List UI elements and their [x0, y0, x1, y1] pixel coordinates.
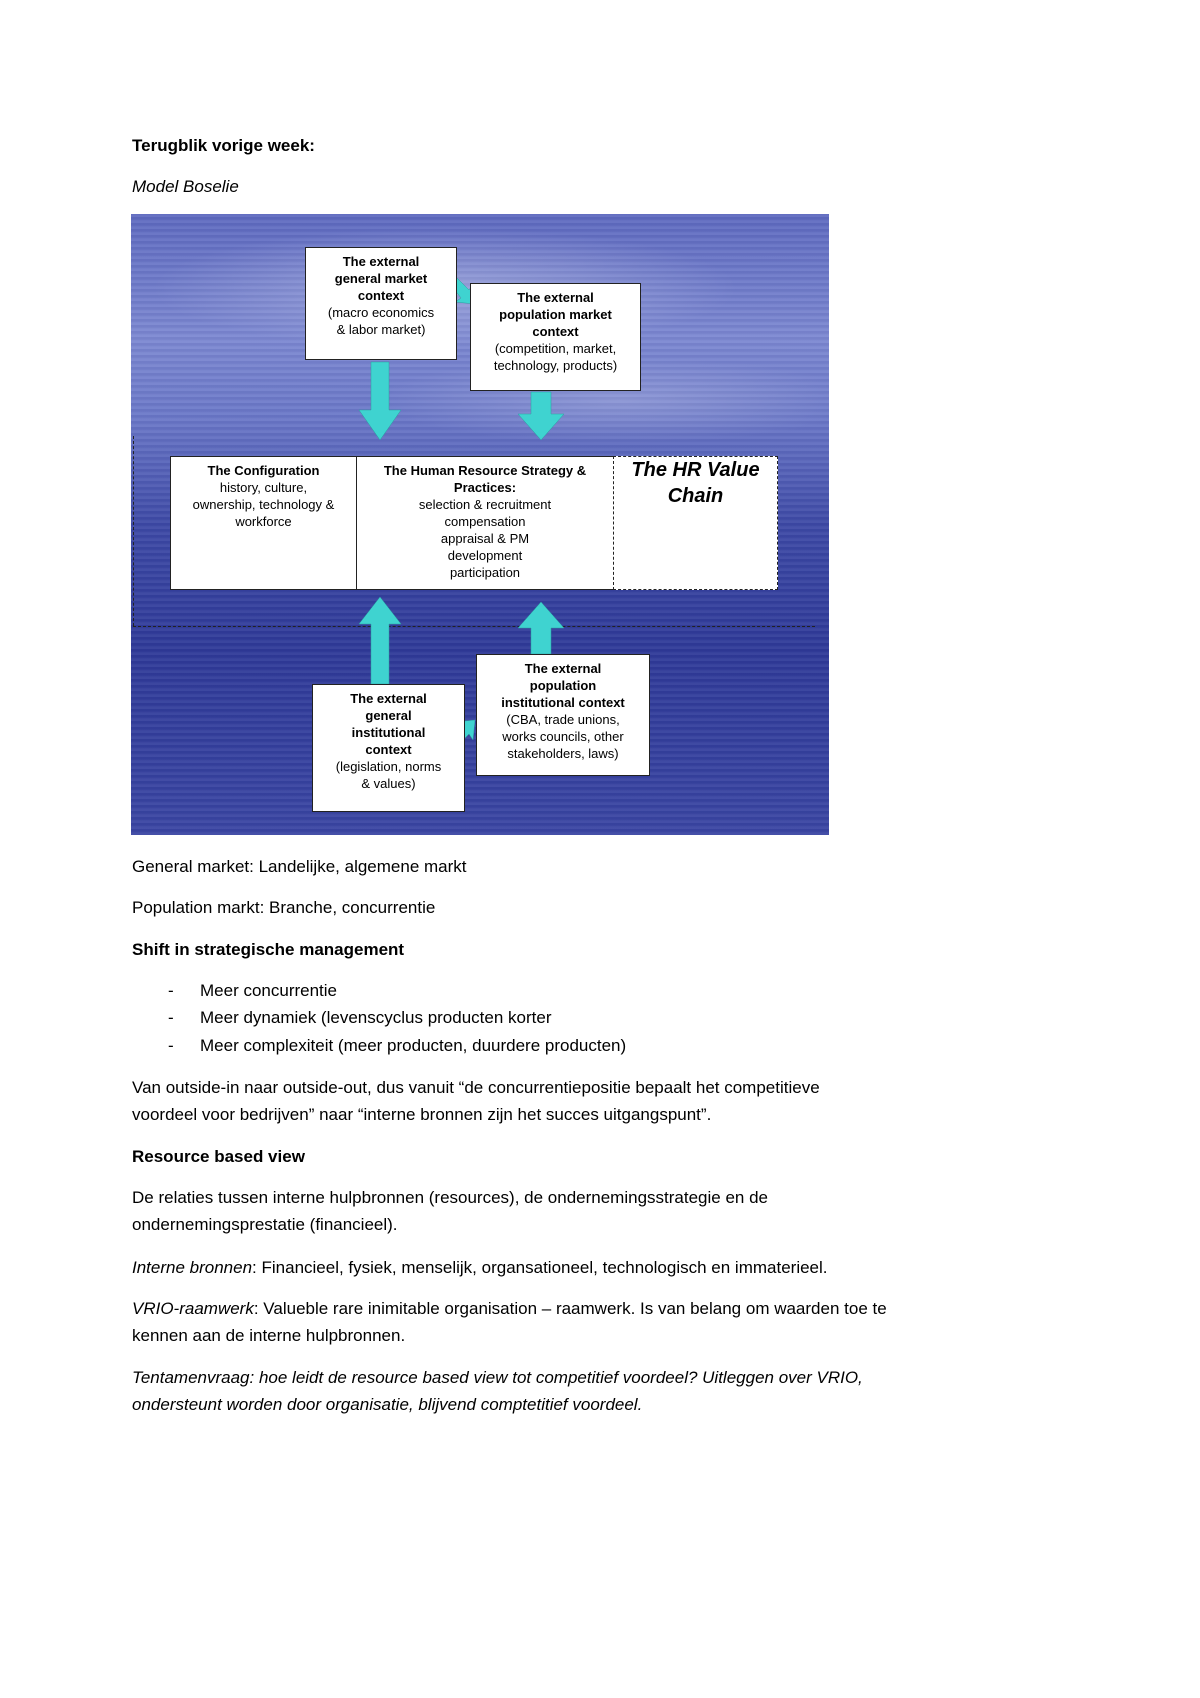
hr-value-chain-box	[613, 456, 778, 590]
general-institutional-title-2: general	[365, 708, 412, 723]
bullet-item: Meer complexiteit (meer producten, duurdere producten)	[200, 1036, 627, 1055]
interne-bronnen-label: Interne bronnen	[132, 1258, 253, 1277]
population-market-title-2: population market	[499, 307, 612, 322]
general-institutional-box	[312, 684, 465, 812]
vrio-label: VRIO-raamwerk	[132, 1299, 254, 1318]
bullet-dash: -	[168, 981, 174, 1000]
down-arrow-general-market	[359, 362, 401, 440]
shift-heading: Shift in strategische management	[132, 940, 405, 959]
population-institutional-title-3: institutional context	[501, 695, 625, 710]
population-institutional-title-1: The external	[524, 661, 602, 676]
hr-strategy-item: selection & recruitment	[418, 497, 552, 512]
bullet-item: Meer concurrentie	[200, 981, 338, 1000]
hr-value-chain-line-2: Chain	[667, 485, 724, 507]
hr-strategy-item: development	[447, 548, 523, 563]
model-subheading: Model Boselie	[132, 177, 239, 196]
configuration-note-1: history, culture,	[219, 480, 308, 495]
configuration-box	[170, 456, 357, 590]
tentamen-line-2: ondersteunt worden door organisatie, blijvend comptetitief voordeel.	[132, 1395, 643, 1414]
outside-paragraph-line-1: Van outside-in naar outside-out, dus vanuit “de concurrentiepositie bepaalt het competitieve	[132, 1078, 820, 1097]
general-market-box	[305, 247, 457, 360]
configuration-note-3: workforce	[235, 514, 292, 529]
hr-strategy-item: appraisal & PM	[440, 531, 530, 546]
general-market-title-3: context	[357, 288, 405, 303]
outside-paragraph-line-2: voordeel voor bedrijven” naar “interne bronnen zijn het succes uitgangspunt”.	[132, 1105, 712, 1124]
vrio-line-1	[132, 1295, 887, 1323]
rbv-paragraph-line-1: De relaties tussen interne hulpbronnen (resources), de ondernemingsstrategie en de	[132, 1188, 768, 1207]
population-institutional-box	[476, 654, 650, 776]
population-institutional-title-2: population	[529, 678, 597, 693]
general-institutional-title-3: institutional	[351, 725, 426, 740]
boselie-model-diagram	[131, 214, 829, 835]
hr-value-chain-title	[614, 457, 777, 509]
vrio-text: : Valueble rare inimitable organisation – raamwerk. Is van belang om waarden toe te	[253, 1299, 887, 1318]
bullet-dash: -	[168, 1036, 174, 1055]
rbv-paragraph-line-2: ondernemingsprestatie (financieel).	[132, 1215, 398, 1234]
down-arrow-population-market	[518, 392, 564, 440]
hr-value-chain-line-1: The HR Value	[631, 459, 760, 481]
population-institutional-note-1: (CBA, trade unions,	[506, 712, 620, 727]
up-arrow-general-institutional	[359, 597, 401, 684]
general-market-title-1: The external	[342, 254, 420, 269]
hr-strategy-box	[356, 456, 614, 590]
hr-strategy-item: participation	[449, 565, 521, 580]
general-market-note-2: & labor market)	[336, 322, 426, 337]
hr-strategy-title-1: The Human Resource Strategy &	[383, 463, 587, 478]
page-heading: Terugblik vorige week:	[132, 136, 315, 155]
tentamen-line-1: Tentamenvraag: hoe leidt de resource based view tot competitief voordeel? Uitleggen over VRIO,	[132, 1368, 863, 1387]
population-market-note-2: technology, products)	[493, 358, 618, 373]
general-market-line: General market: Landelijke, algemene markt	[132, 857, 467, 876]
bullet-item: Meer dynamiek (levenscyclus producten korter	[200, 1008, 552, 1027]
population-market-box	[470, 283, 641, 391]
bullet-dash: -	[168, 1008, 174, 1027]
general-market-title-2: general market	[334, 271, 428, 286]
hr-strategy-item: compensation	[444, 514, 526, 529]
interne-bronnen-line	[132, 1254, 828, 1282]
population-institutional-note-3: stakeholders, laws)	[507, 746, 619, 761]
rbv-heading: Resource based view	[132, 1147, 305, 1166]
population-market-title-3: context	[532, 324, 579, 339]
vrio-line-2: kennen aan de interne hulpbronnen.	[132, 1326, 406, 1345]
configuration-note-2: ownership, technology &	[192, 497, 335, 512]
interne-bronnen-text: : Financieel, fysiek, menselijk, organsationeel, technologisch en immaterieel.	[252, 1258, 828, 1277]
population-market-title-1: The external	[517, 290, 594, 305]
hr-strategy-title-2: Practices:	[453, 480, 517, 495]
general-institutional-note-2: & values)	[361, 776, 416, 791]
general-institutional-title-1: The external	[350, 691, 427, 706]
population-market-note-1: (competition, market,	[494, 341, 617, 356]
population-institutional-note-2: works councils, other	[502, 729, 624, 744]
up-arrow-population-institutional	[518, 602, 564, 654]
population-market-line: Population markt: Branche, concurrentie	[132, 898, 436, 917]
general-institutional-title-4: context	[365, 742, 412, 757]
general-institutional-note-1: (legislation, norms	[335, 759, 442, 774]
general-market-note-1: (macro economics	[327, 305, 435, 320]
configuration-title: The Configuration	[207, 463, 320, 478]
